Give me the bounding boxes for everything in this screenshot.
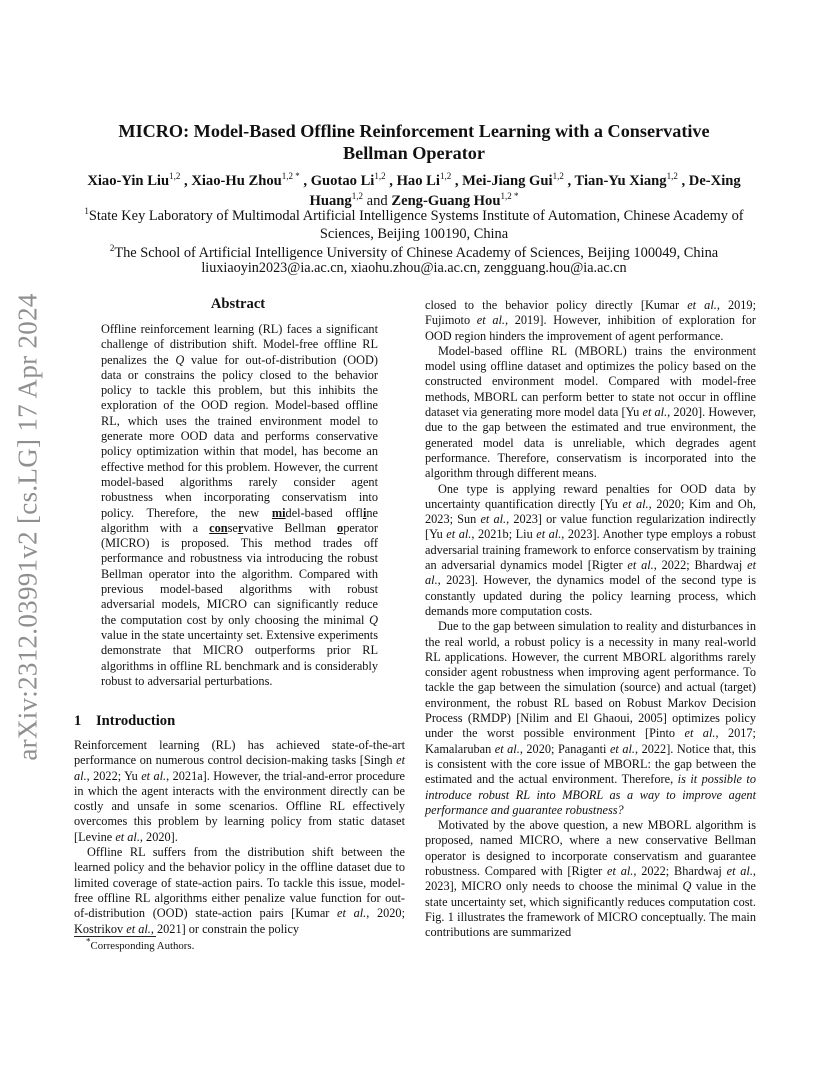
math-q: Q	[682, 879, 692, 894]
intro-paragraph: Offline RL suffers from the distribution shift between the learned policy and the behavior policy in the offline dataset due to limited coverage of state-action pairs. To tackle this issue, model-free offline RL algorithms either penalize value function for out-of-distribution (OOD) state-action pairs [Kumar et al., 2020; Kostrikov et al., 2021] or constrain the policy	[74, 845, 405, 936]
footnote-mark: *	[86, 936, 91, 947]
intro-paragraph: closed to the behavior policy directly [Kumar et al., 2019; Fujimoto et al., 2019]. However, inhibition of exploration for OOD region hinders the improvement of agent performance.	[425, 298, 756, 343]
abstract-text: Offline reinforcement learning (RL) faces a significant challenge of distribution shift. Model-free offline RL penalizes the Q value for out-of-distribution (OOD) data or constrains the policy closed to the behavior policy to tackle this problem, but this inhibits the exploration of the OOD region. Model-based offline RL, which uses the trained environment model to generate more OOD data and performs conservative policy optimization within that model, has become an effective method for this problem. However, the current model-based algorithms rarely consider agent robustness when incorporating conservatism into policy. Therefore, the new midel-based offline algorithm with a conservative Bellman operator (MICRO) is proposed. This method trades off performance and robustness via introducing the robust Bellman operator into the algorithm. Compared with previous model-based algorithms with robust adversarial models, MICRO can significantly reduce the computation cost by only choosing the minimal Q value in the state uncertainty set. Extensive experiments demonstrate that MICRO outperforms prior RL algorithms in offline RL benchmark and is considerably robust to adversarial perturbations.	[101, 322, 379, 688]
affiliation-1	[74, 207, 754, 243]
section-title: Introduction	[96, 713, 176, 729]
math-q: Q	[369, 612, 378, 627]
author-separator: ,	[299, 173, 311, 189]
abstract-heading: Abstract	[210, 296, 266, 312]
research-question: is it possible to introduce robust RL into MBORL as a way to improve agent performance and guarantee robustness?	[425, 772, 756, 817]
author-affiliation-marker: 1,2	[169, 171, 181, 182]
author-affiliation-marker: 1,2	[439, 171, 452, 182]
author-separator: ,	[563, 173, 575, 189]
author-name: Xiao-Hu Zhou	[191, 173, 282, 189]
left-column-body	[74, 738, 405, 937]
affiliation-text: The School of Artificial Intelligence University of Chinese Academy of Sciences, Beijing 100049, China	[114, 245, 719, 261]
author-separator: ,	[180, 173, 192, 189]
corresponding-author-mark: *	[511, 191, 519, 202]
author-affiliation-marker: 1,2	[666, 171, 678, 182]
author-list	[84, 171, 744, 211]
author-name: Zeng-Guang Hou	[391, 193, 501, 209]
author-affiliation-marker: 1,2	[552, 171, 564, 182]
author-affiliation-marker: 1,2	[281, 171, 293, 182]
footnote	[86, 936, 195, 953]
arxiv-id-text: arXiv:2312.03991v2 [cs.LG] 17 Apr 2024	[12, 293, 43, 761]
intro-paragraph: Reinforcement learning (RL) has achieved state-of-the-art performance on numerous control decision-making tasks [Singh et al., 2022; Yu et al., 2021a]. However, the trial-and-error procedure in which the agent interacts with the environment directly can be costly and unsafe in some scenarios. Offline RL effectively overcomes this problem by learning policy from static dataset [Levine et al., 2020].	[74, 738, 405, 844]
author-separator: ,	[451, 173, 463, 189]
author-name: Tian-Yu Xiang	[574, 173, 667, 189]
affiliation-number: 1	[84, 206, 89, 217]
corresponding-author-mark: *	[293, 171, 300, 182]
author-name: Guotao Li	[310, 173, 375, 189]
math-q: Q	[175, 352, 185, 367]
paper-title: MICRO: Model-Based Offline Reinforcement Learning with a Conservative Bellman Operator	[118, 121, 710, 163]
affiliation-number: 2	[109, 243, 115, 254]
author-separator: ,	[677, 173, 689, 189]
author-name: Xiao-Yin Liu	[87, 173, 170, 189]
intro-paragraph: One type is applying reward penalties for OOD data by uncertainty quantification directly [Yu et al., 2020; Kim and Oh, 2023; Sun et al., 2023] or value function regularization indirectly [Yu et al., 2021b; Liu et al., 2023]. Another type employs a robust adversarial training framework to enforce conservatism by training an adversarial dynamics model [Rigter et al., 2022; Bhardwaj et al., 2023]. However, the dynamics model of the second type is constantly updated during the policy learning process, which demands more computation costs.	[425, 481, 757, 618]
author-name: Mei-Jiang Gui	[462, 173, 553, 189]
section-number: 1	[74, 713, 82, 729]
author-emails: liuxiaoyin2023@ia.ac.cn, xiaohu.zhou@ia.ac.cn, zengguang.hou@ia.ac.cn	[201, 260, 627, 276]
intro-paragraph: Model-based offline RL (MBORL) trains the environment model using offline dataset and optimizes the policy based on the constructed environment model. Compared with model-free methods, MBORL can perform better to state not occur in offline dataset via generating more model data [Yu et al., 2020]. However, due to the gap between the estimated and true environment, the generated model data is unreliable, which degrades agent performance. Therefore, conservatism is incorporated into the algorithm through different means.	[425, 343, 756, 481]
footnote-text: Corresponding Authors.	[90, 940, 195, 952]
author-separator: ,	[385, 173, 397, 189]
intro-paragraph: Motivated by the above question, a new MBORL algorithm is proposed, named MICRO, where a new conservative Bellman operator is designed to incorporate conservatism and guarantee robustness. Compared with [Rigter et al., 2022; Bhardwaj et al., 2023], MICRO only needs to choose the minimal Q value in the state uncertainty set, which significantly reduces computation cost. Fig. 1 illustrates the framework of MICRO conceptually. The main contributions are summarized	[425, 818, 757, 940]
section-heading-introduction	[74, 713, 414, 730]
author-affiliation-marker: 1,2	[374, 171, 386, 182]
intro-paragraph: Due to the gap between simulation to reality and disturbances in the real world, a robust policy is a necessity in many real-world RL applications. However, the current MBORL algorithms rarely consider agent robustness when improving agent performance. To tackle the gap between the simulation (source) and actual (target) environment, the robust RL based on Robust Markov Decision Process (RMDP) [Nilim and El Ghaoui, 2005] optimizes policy under the worst possible environment [Pinto et al., 2017; Kamalaruban et al., 2020; Panaganti et al., 2022]. Notice that, this is consistent with the core issue of MBORL: the gap between the estimated and the actual environment. Therefore, is it possible to introduce robust RL into MBORL as a way to improve agent performance and guarantee robustness?	[425, 619, 757, 817]
affiliation-text: State Key Laboratory of Multimodal Artificial Intelligence Systems Institute of Automation, Chinese Academy of Sciences, Beijing 100190, China	[88, 208, 744, 242]
author-affiliation-marker: 1,2	[351, 191, 363, 202]
right-column-body	[425, 298, 756, 940]
arxiv-watermark	[12, 292, 44, 762]
author-name: Hao Li	[396, 173, 440, 189]
author-name: De-Xing Huang	[309, 173, 741, 209]
author-separator: and	[362, 193, 392, 209]
author-affiliation-marker: 1,2	[500, 191, 512, 202]
